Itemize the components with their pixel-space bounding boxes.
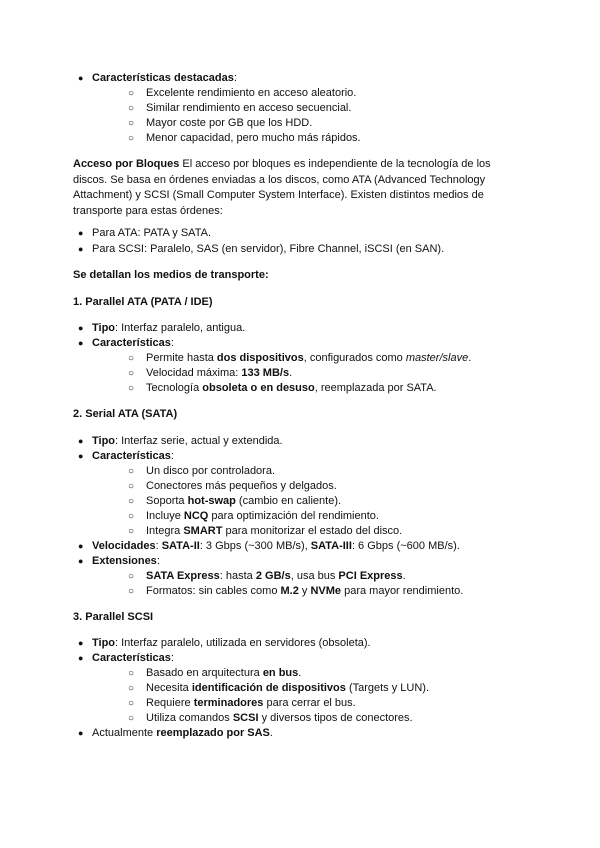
list-item: ○ Soporta hot-swap (cambio en caliente). — [146, 494, 341, 510]
list-item: ○ Integra SMART para monitorizar el estado del disco. — [146, 524, 402, 540]
circle-bullet-icon: ○ — [128, 511, 135, 522]
circle-bullet-icon: ○ — [128, 571, 135, 582]
list-item: ● Características: — [92, 449, 174, 465]
list-item: ● Características: — [92, 651, 174, 667]
bullet-icon: ● — [78, 436, 84, 446]
list-item: ● Para ATA: PATA y SATA. — [92, 226, 211, 242]
list-item: ○ Menor capacidad, pero mucho más rápidos. — [146, 131, 361, 147]
list-item: ● Actualmente reemplazado por SAS. — [92, 726, 273, 742]
list-item: ○ Excelente rendimiento en acceso aleatorio. — [146, 86, 356, 102]
list-item: ○ Utiliza comandos SCSI y diversos tipos de conectores. — [146, 711, 413, 727]
list-item: ● Tipo: Interfaz serie, actual y extendida. — [92, 434, 283, 450]
paragraph-block-access: Acceso por Bloques El acceso por bloques es independiente de la tecnología de los discos. Se basa en órdenes enviadas a los discos, como ATA (Advanced Technology Attachment) y SCSI (Small Computer System Interface). Existen distintos medios de transporte para estas órdenes: — [73, 158, 491, 217]
circle-bullet-icon: ○ — [128, 103, 135, 114]
bullet-icon: ● — [78, 323, 84, 333]
bullet-icon: ● — [78, 73, 84, 83]
list-item: ● Extensiones: — [92, 554, 160, 570]
circle-bullet-icon: ○ — [128, 368, 135, 379]
bullet-icon: ● — [78, 244, 84, 254]
list-item: ○ Un disco por controladora. — [146, 464, 275, 480]
circle-bullet-icon: ○ — [128, 496, 135, 507]
circle-bullet-icon: ○ — [128, 586, 135, 597]
list-item: ● Tipo: Interfaz paralelo, utilizada en servidores (obsoleta). — [92, 636, 371, 652]
list-item: ○ Permite hasta dos dispositivos, configurados como master/slave. — [146, 351, 471, 367]
section-heading: 1. Parallel ATA (PATA / IDE) — [73, 296, 213, 308]
circle-bullet-icon: ○ — [128, 668, 135, 679]
circle-bullet-icon: ○ — [128, 118, 135, 129]
circle-bullet-icon: ○ — [128, 466, 135, 477]
list-item: ○ Conectores más pequeños y delgados. — [146, 479, 337, 495]
circle-bullet-icon: ○ — [128, 353, 135, 364]
list-item: ○ SATA Express: hasta 2 GB/s, usa bus PCI Express. — [146, 569, 406, 585]
circle-bullet-icon: ○ — [128, 526, 135, 537]
section-heading: 3. Parallel SCSI — [73, 611, 154, 623]
circle-bullet-icon: ○ — [128, 133, 135, 144]
list-item: ○ Requiere terminadores para cerrar el bus. — [146, 696, 356, 712]
list-item: ● Para SCSI: Paralelo, SAS (en servidor), Fibre Channel, iSCSI (en SAN). — [92, 242, 444, 258]
section-heading: 2. Serial ATA (SATA) — [73, 408, 178, 420]
circle-bullet-icon: ○ — [128, 88, 135, 99]
circle-bullet-icon: ○ — [128, 383, 135, 394]
circle-bullet-icon: ○ — [128, 698, 135, 709]
bullet-icon: ● — [78, 728, 84, 738]
bullet-icon: ● — [78, 338, 84, 348]
list-item: ○ Basado en arquitectura en bus. — [146, 666, 301, 682]
circle-bullet-icon: ○ — [128, 683, 135, 694]
list-item: ○ Formatos: sin cables como M.2 y NVMe para mayor rendimiento. — [146, 584, 463, 600]
bullet-icon: ● — [78, 451, 84, 461]
list-item: ○ Similar rendimiento en acceso secuencial. — [146, 101, 351, 117]
list-item: ● Velocidades: SATA-II: 3 Gbps (~300 MB/s), SATA-III: 6 Gbps (~600 MB/s). — [92, 539, 460, 555]
list-item: ○ Velocidad máxima: 133 MB/s. — [146, 366, 292, 382]
circle-bullet-icon: ○ — [128, 713, 135, 724]
list-item: ○ Mayor coste por GB que los HDD. — [146, 116, 312, 132]
section-heading: Se detallan los medios de transporte: — [73, 269, 269, 281]
list-item: ● Características: — [92, 336, 174, 352]
circle-bullet-icon: ○ — [128, 481, 135, 492]
bullet-icon: ● — [78, 541, 84, 551]
bullet-icon: ● — [78, 653, 84, 663]
list-item: ● Características destacadas: — [92, 71, 237, 87]
list-item: ○ Incluye NCQ para optimización del rendimiento. — [146, 509, 379, 525]
list-item: ● Tipo: Interfaz paralelo, antigua. — [92, 321, 245, 337]
list-item: ○ Tecnología obsoleta o en desuso, reemplazada por SATA. — [146, 381, 437, 397]
bullet-icon: ● — [78, 638, 84, 648]
bullet-icon: ● — [78, 228, 84, 238]
bullet-icon: ● — [78, 556, 84, 566]
list-item: ○ Necesita identificación de dispositivos (Targets y LUN). — [146, 681, 429, 697]
